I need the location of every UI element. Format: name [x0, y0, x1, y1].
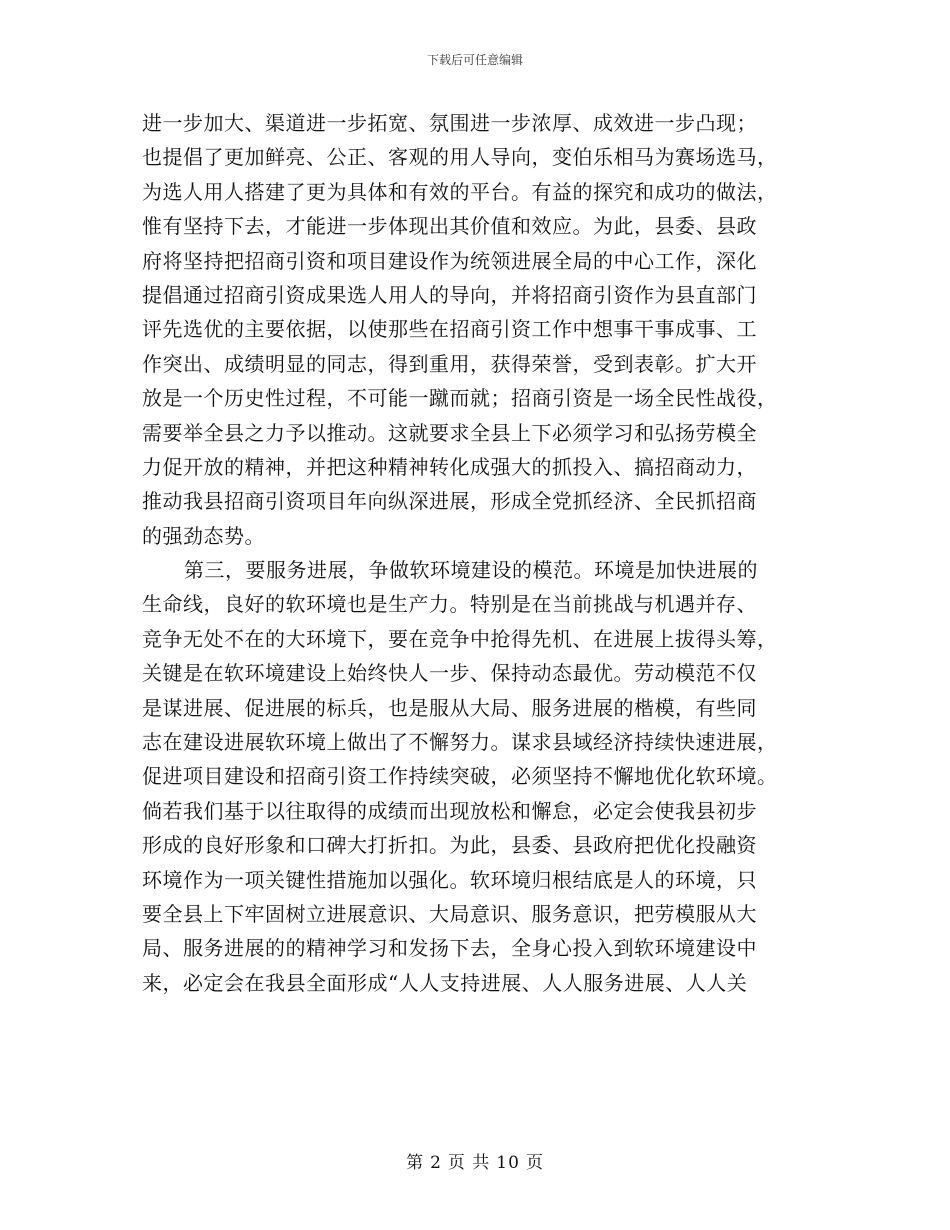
text-line: 生命线，良好的软环境也是生产力。特别是在当前挑战与机遇并存、: [142, 592, 757, 617]
text-line: 环境作为一项关键性措施加以强化。软环境归根结底是人的环境，只: [142, 867, 757, 892]
footer-middle: 页 共: [447, 1153, 491, 1173]
text-line: 的强劲态势。: [142, 523, 265, 548]
document-body: [142, 106, 814, 1000]
text-line: 志在建设进展软环境上做出了不懈努力。谋求县域经济持续快速进展，: [142, 730, 778, 755]
text-line: 要全县上下牢固树立进展意识、大局意识、服务意识，把劳模服从大: [142, 901, 757, 926]
text-line: 推动我县招商引资项目年向纵深进展，形成全党抓经济、全民抓招商: [142, 489, 757, 514]
page-header: 下载后可任意编辑: [426, 53, 523, 67]
text-line: 关键是在软环境建设上始终快人一步、保持动态最优。劳动模范不仅: [142, 661, 757, 686]
text-line: 提倡通过招商引资成果选人用人的导向，并将招商引资作为县直部门: [142, 282, 757, 307]
text-line: 作突出、成绩明显的同志，得到重用，获得荣誉，受到表彰。扩大开: [142, 351, 757, 376]
text-line: 局、服务进展的的精神学习和发扬下去，全身心投入到软环境建设中: [142, 936, 757, 961]
text-line: 是谋进展、促进展的标兵，也是服从大局、服务进展的楷模，有些同: [142, 695, 757, 720]
page-number-footer: [0, 1152, 950, 1174]
text-line: 力促开放的精神，并把这种精神转化成强大的抓投入、搞招商动力，: [142, 454, 757, 479]
current-page-number: 2: [430, 1153, 442, 1173]
paragraph-start-line: 第三，要服务进展，争做软环境建设的模范。环境是加快进展的: [184, 558, 758, 583]
text-line: 为选人用人搭建了更为具体和有效的平台。有益的探究和成功的做法，: [142, 179, 778, 204]
text-line: 放是一个历史性过程，不可能一蹴而就；招商引资是一场全民性战役，: [142, 386, 778, 411]
footer-prefix: 第: [406, 1153, 425, 1173]
text-line: 府将坚持把招商引资和项目建设作为统领进展全局的中心工作，深化: [142, 248, 757, 273]
text-line: 促进项目建设和招商引资工作持续突破，必须坚持不懈地优化软环境。: [142, 764, 778, 789]
text-line: 竞争无处不在的大环境下，要在竞争中抢得先机、在进展上拔得头筹，: [142, 626, 778, 651]
footer-suffix: 页: [525, 1153, 544, 1173]
text-line: 来，必定会在我县全面形成“人人支持进展、人人服务进展、人人关: [142, 970, 748, 995]
total-pages-number: 10: [496, 1153, 520, 1173]
text-line: 也提倡了更加鲜亮、公正、客观的用人导向，变伯乐相马为赛场选马，: [142, 145, 778, 170]
text-line: 倘若我们基于以往取得的成绩而出现放松和懈怠，必定会使我县初步: [142, 798, 757, 823]
text-line: 评先选优的主要依据，以使那些在招商引资工作中想事干事成事、工: [142, 317, 757, 342]
text-line: 需要举全县之力予以推动。这就要求全县上下必须学习和弘扬劳模全: [142, 420, 757, 445]
text-line: 惟有坚持下去，才能进一步体现出其价值和效应。为此，县委、县政: [142, 214, 757, 239]
text-line: 进一步加大、渠道进一步拓宽、氛围进一步浓厚、成效进一步凸现；: [142, 111, 757, 135]
text-line: 形成的良好形象和口碑大打折扣。为此，县委、县政府把优化投融资: [142, 833, 757, 858]
